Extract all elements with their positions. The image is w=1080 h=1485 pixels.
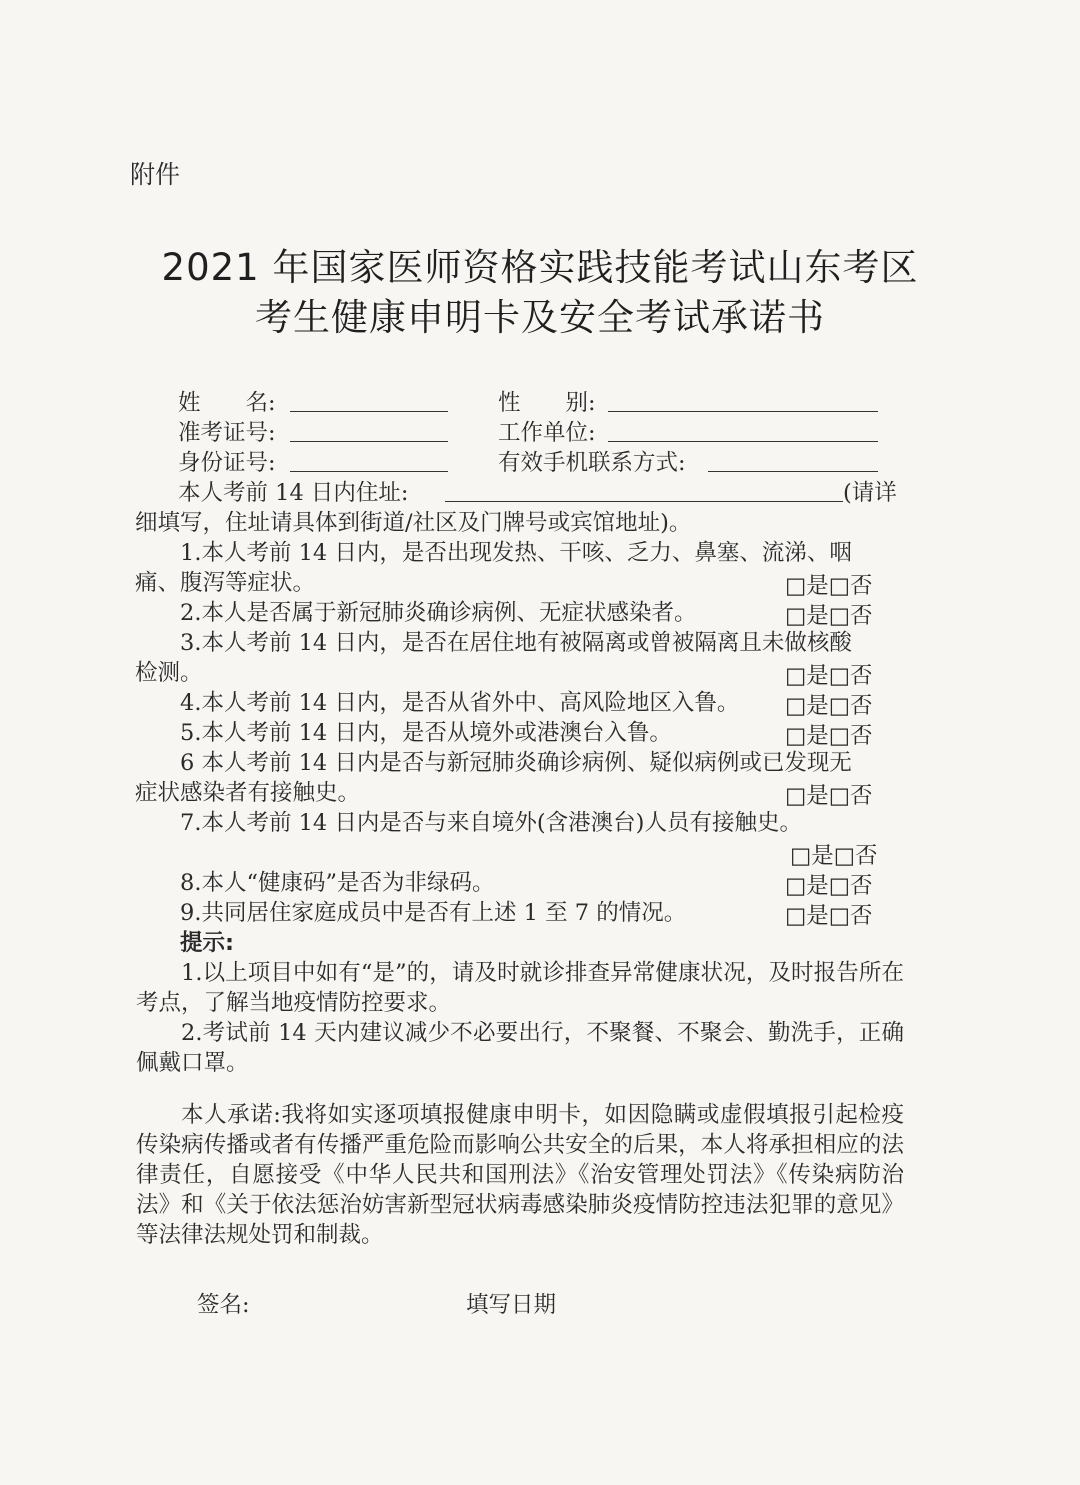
question-9: 9.共同居住家庭成员中是否有上述 1 至 7 的情况。 — [180, 900, 687, 926]
employer-label: 工作单位: — [498, 420, 596, 446]
signature-label: 签名: — [197, 1292, 250, 1318]
question-3: 3.本人考前 14 日内，是否在居住地有被隔离或曾被隔离且未做核酸 — [180, 630, 852, 656]
question-6-cont: 症状感染者有接触史。 — [135, 780, 361, 806]
question-7: 7.本人考前 14 日内是否与来自境外(含港澳台)人员有接触史。 — [180, 810, 802, 836]
question-3-cont: 检测。 — [135, 660, 203, 686]
address-suffix: (请详 — [843, 480, 897, 506]
address-field[interactable] — [445, 501, 843, 502]
phone-label: 有效手机联系方式: — [498, 450, 686, 476]
question-4: 4.本人考前 14 日内，是否从省外中、高风险地区入鲁。 — [180, 690, 740, 716]
address-label: 本人考前 14 日内住址: — [178, 480, 409, 506]
tip-2: 2.考试前 14 天内建议减少不必要出行，不聚餐、不聚会、勤洗手，正确佩戴口罩。 — [136, 1020, 904, 1076]
question-1: 1.本人考前 14 日内，是否出现发热、干咳、乏力、鼻塞、流涕、咽 — [180, 540, 852, 566]
question-2: 2.本人是否属于新冠肺炎确诊病例、无症状感染者。 — [180, 600, 697, 626]
title-line-1: 2021 年国家医师资格实践技能考试山东考区 — [161, 246, 919, 289]
id-number-label: 身份证号: — [178, 450, 276, 476]
gender-field[interactable] — [608, 411, 878, 412]
tip-1: 1.以上项目中如有“是”的，请及时就诊排查异常健康状况，及时报告所在考点，了解当地疫情防控要求。 — [136, 960, 904, 1016]
ticket-number-label: 准考证号: — [178, 420, 276, 446]
question-3-checkbox[interactable]: □是□否 — [785, 663, 873, 689]
question-5: 5.本人考前 14 日内，是否从境外或港澳台入鲁。 — [180, 720, 672, 746]
name-label: 姓 名: — [178, 390, 276, 416]
question-9-checkbox[interactable]: □是□否 — [785, 903, 873, 929]
ticket-number-field[interactable] — [290, 441, 448, 442]
question-8: 8.本人“健康码”是否为非绿码。 — [180, 870, 495, 896]
question-7-checkbox[interactable]: □是□否 — [790, 843, 878, 869]
employer-field[interactable] — [608, 441, 878, 442]
question-2-checkbox[interactable]: □是□否 — [785, 603, 873, 629]
phone-field[interactable] — [708, 471, 878, 472]
question-6: 6 本人考前 14 日内是否与新冠肺炎确诊病例、疑似病例或已发现无 — [180, 750, 852, 776]
id-number-field[interactable] — [290, 471, 448, 472]
gender-label: 性 别: — [498, 390, 596, 416]
pledge-paragraph: 本人承诺:我将如实逐项填报健康申明卡，如因隐瞒或虚假填报引起检疫传染病传播或者有传播严重危险而影响公共安全的后果，本人将承担相应的法律责任，自愿接受《中华人民共和国刑法》《治安管理处罚法》《传染病防治法》和《关于依法惩治妨害新型冠状病毒感染肺炎疫情防控违法犯罪的意见》等法律法规处罚和制裁。 — [136, 1102, 904, 1248]
question-4-checkbox[interactable]: □是□否 — [785, 693, 873, 719]
question-8-checkbox[interactable]: □是□否 — [785, 873, 873, 899]
question-1-checkbox[interactable]: □是□否 — [785, 573, 873, 599]
title-line-2: 考生健康申明卡及安全考试承诺书 — [255, 296, 825, 339]
address-note: 细填写，住址请具体到街道/社区及门牌号或宾馆地址)。 — [135, 510, 692, 536]
question-5-checkbox[interactable]: □是□否 — [785, 723, 873, 749]
question-6-checkbox[interactable]: □是□否 — [785, 783, 873, 809]
date-label: 填写日期 — [466, 1292, 557, 1318]
question-1-cont: 痛、腹泻等症状。 — [135, 570, 316, 596]
attachment-label: 附件 — [130, 160, 181, 189]
name-field[interactable] — [290, 411, 448, 412]
tips-heading: 提示: — [180, 930, 234, 956]
